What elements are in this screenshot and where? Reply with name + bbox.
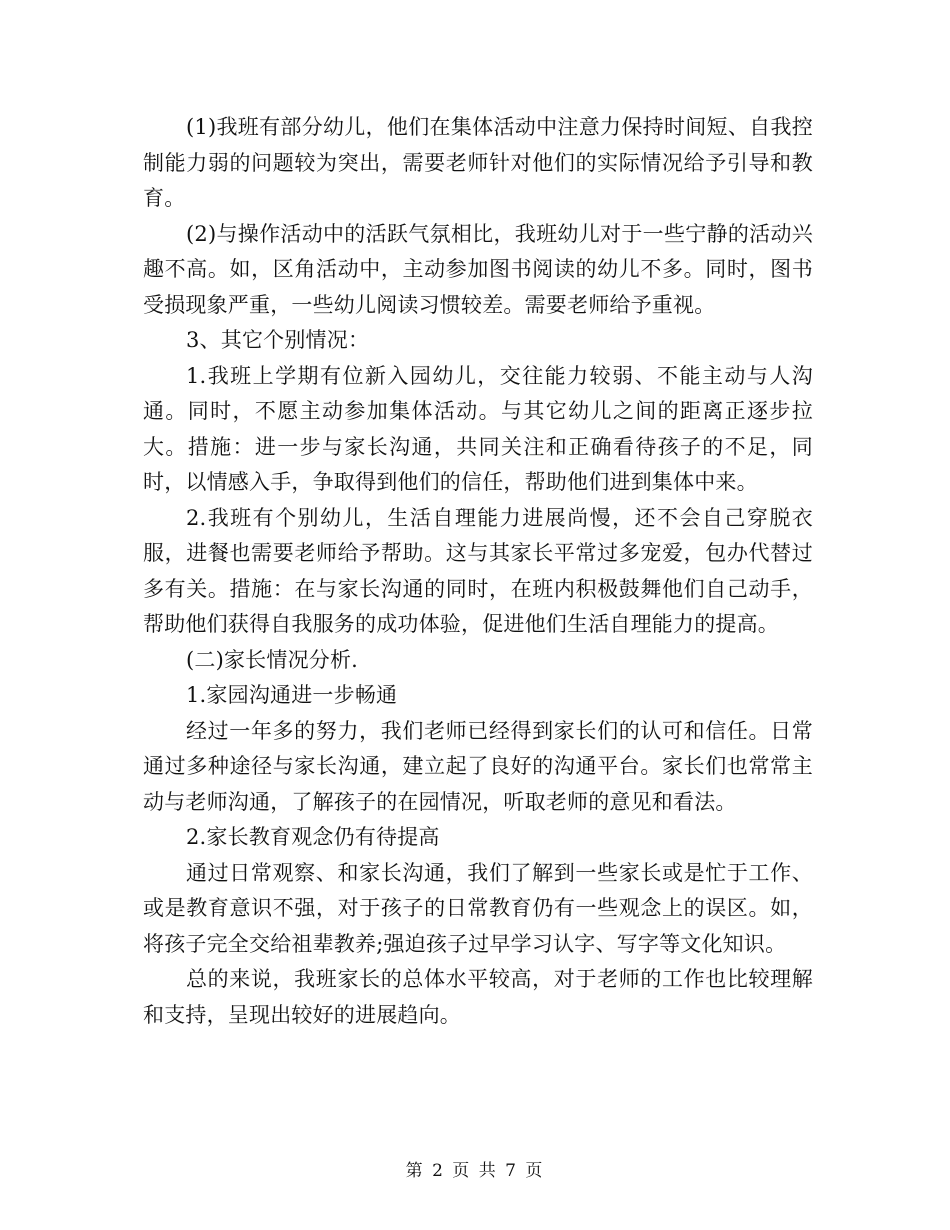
subheading-education-concept: 2.家长教育观念仍有待提高: [186, 825, 440, 849]
paragraph-item-1-1: (1)我班有部分幼儿，他们在集体活动中注意力保持时间短、自我控制能力弱的问题较为突出，需要老师针对他们的实际情况给予引导和教育。: [143, 115, 813, 210]
paragraph-summary: 总的来说，我班家长的总体水平较高，对于老师的工作也比较理解和支持，呈现出较好的进展趋向。: [143, 967, 813, 1027]
paragraph-case-1: 1.我班上学期有位新入园幼儿，交往能力较弱、不能主动与人沟通。同时，不愿主动参加集体活动。与其它幼儿之间的距离正逐步拉大。措施：进一步与家长沟通，共同关注和正确看待孩子的不足，同时，以情感入手，争取得到他们的信任，帮助他们进到集体中来。: [143, 363, 813, 494]
page-number-footer: 第 2 页 共 7 页: [405, 1161, 545, 1181]
paragraph-communication: 经过一年多的努力，我们老师已经得到家长们的认可和信任。日常通过多种途径与家长沟通，建立起了良好的沟通平台。家长们也常常主动与老师沟通，了解孩子的在园情况，听取老师的意见和看法。: [143, 718, 813, 814]
subheading-communication: 1.家园沟通进一步畅通: [186, 683, 398, 707]
section-heading-parent-analysis: (二)家长情况分析.: [186, 647, 359, 672]
section-heading-other-cases: 3、其它个别情况：: [186, 328, 370, 352]
paragraph-education-concept: 通过日常观察、和家长沟通，我们了解到一些家长或是忙于工作、或是教育意识不强，对于孩子的日常教育仍有一些观念上的误区。如，将孩子完全交给祖辈教养;强迫孩子过早学习认字、写字等文化知识。: [143, 860, 813, 956]
paragraph-case-2: 2.我班有个别幼儿，生活自理能力进展尚慢，还不会自己穿脱衣服，进餐也需要老师给予帮助。这与其家长平常过多宠爱，包办代替过多有关。措施：在与家长沟通的同时，在班内积极鼓舞他们自己动手，帮助他们获得自我服务的成功体验，促进他们生活自理能力的提高。: [143, 505, 813, 636]
document-body: [143, 110, 813, 1033]
paragraph-item-2-2: (2)与操作活动中的活跃气氛相比，我班幼儿对于一些宁静的活动兴趣不高。如，区角活动中，主动参加图书阅读的幼儿不多。同时，图书受损现象严重，一些幼儿阅读习惯较差。需要老师给予重视。: [143, 221, 813, 317]
